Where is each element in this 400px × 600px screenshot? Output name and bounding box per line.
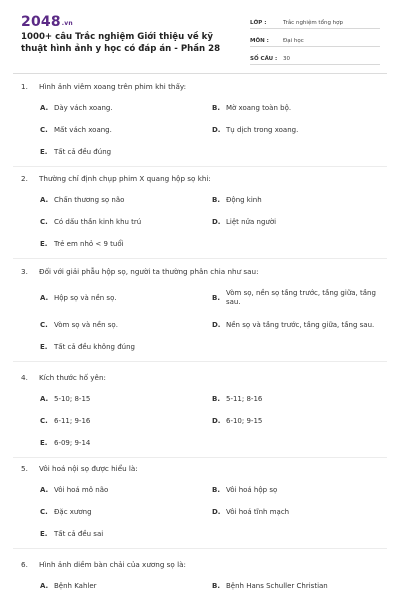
option-text: Vòm sọ, nền sọ tầng trước, tầng giữa, tầng sau. [226,289,376,306]
meta-value: Đại học [283,38,304,44]
option-letter: A. [40,395,49,403]
option-letter: D. [212,126,221,134]
meta-label: LỚP : [250,20,267,26]
question-text [21,267,259,276]
option-text: Tất cả đều đúng [54,148,112,156]
option-letter: B. [212,196,220,204]
meta-row-count [250,50,380,65]
option-text: 6-11; 9-16 [54,417,91,425]
option-letter: A. [40,486,49,494]
option-text: Liệt nửa người [226,218,277,226]
question-text [21,174,211,183]
option-text: Vôi hoá tĩnh mạch [226,508,290,516]
question-prompt: Kích thước hố yên: [39,373,106,382]
option-letter: E. [40,148,48,156]
meta-value: 30 [283,56,290,62]
option-letter: E. [40,240,48,248]
question-number: 2. [21,174,28,183]
option-text: Bệnh Hans Schuller Christian [226,582,328,590]
question-prompt: Hình ảnh viêm xoang trên phim khi thấy: [39,82,186,91]
meta-row-subject [250,32,380,47]
option-letter: C. [40,218,48,226]
option-text: Vôi hoá mô não [54,486,109,494]
question-text [21,464,138,473]
question-number: 5. [21,464,28,473]
question-number: 4. [21,373,28,382]
question-number: 3. [21,267,28,276]
document-header [0,0,400,68]
question-prompt: Thường chỉ định chụp phim X quang hộp sọ khi: [39,174,211,183]
question-prompt: Hình ảnh diềm bàn chải của xương sọ là: [39,560,186,569]
option-letter: B. [212,582,220,590]
option-text: Tất cả đều không đúng [54,343,135,351]
option-letter: A. [40,104,49,112]
option-text: Mất vách xoang. [54,126,112,134]
option-text: 5-11; 8-16 [226,395,263,403]
option-text: Dày vách xoang. [54,104,113,112]
question-divider [13,166,387,167]
option-text: Tất cả đều sai [54,530,104,538]
question-number: 6. [21,560,28,569]
option-text: Trẻ em nhỏ < 9 tuổi [54,240,124,248]
option-text: Hộp sọ và nền sọ. [54,294,117,302]
option-letter: D. [212,417,221,425]
option-letter: B. [212,395,220,403]
option-letter: E. [40,530,48,538]
header-divider [13,73,387,74]
option-text: Vôi hoá hộp sọ [226,486,278,494]
meta-label: MÔN : [250,38,269,44]
option-letter: D. [212,508,221,516]
question-prompt: Đối với giải phẫu hộp sọ, người ta thường phân chia như sau: [39,267,259,276]
option-letter: D. [212,321,221,329]
option-letter: B. [212,104,220,112]
document-meta [250,14,380,68]
option-text: 6-09; 9-14 [54,439,91,447]
question-text [21,560,186,569]
question-divider [13,258,387,259]
question-divider [13,457,387,458]
question-divider [13,548,387,549]
meta-row-class [250,14,380,29]
meta-label: SỐ CÂU : [250,56,278,62]
option-text: Có dấu thần kinh khu trú [54,218,142,226]
option-letter: E. [40,343,48,351]
question-prompt: Vôi hoá nội sọ được hiểu là: [39,464,138,473]
option-text: Đặc xương [54,508,92,516]
option-text: Động kinh [226,196,262,204]
option-letter: C. [40,417,48,425]
option-letter: C. [40,508,48,516]
logo-text: 2048 [21,14,61,30]
option-letter: A. [40,294,49,302]
option-letter: E. [40,439,48,447]
site-logo[interactable] [21,14,73,30]
question-text [21,373,106,382]
option-text: Tụ dịch trong xoang. [226,126,299,134]
question-text [21,82,186,91]
option-letter: D. [212,218,221,226]
option-text: Mờ xoang toàn bộ. [226,104,292,112]
meta-value: Trắc nghiệm tổng hợp [283,20,344,26]
logo-suffix: .vn [61,20,73,27]
option-text: Vòm sọ và nền sọ. [54,321,118,329]
option-letter: B. [212,486,220,494]
option-text: 5-10; 8-15 [54,395,91,403]
document-title: 1000+ câu Trắc nghiệm Giới thiệu về kỹ thuật hình ảnh y học có đáp án - Phần 28 [21,32,221,54]
option-text: Nền sọ và tầng trước, tầng giữa, tầng sau. [226,321,375,329]
option-letter: C. [40,321,48,329]
option-letter: A. [40,196,49,204]
option-text: 6-10; 9-15 [226,417,263,425]
option-letter: C. [40,126,48,134]
option-text: Chấn thương sọ não [54,196,125,204]
option-letter: A. [40,582,49,590]
question-divider [13,361,387,362]
question-number: 1. [21,82,28,91]
option-text: Bệnh Kahler [54,582,97,590]
option-letter: B. [212,294,220,302]
